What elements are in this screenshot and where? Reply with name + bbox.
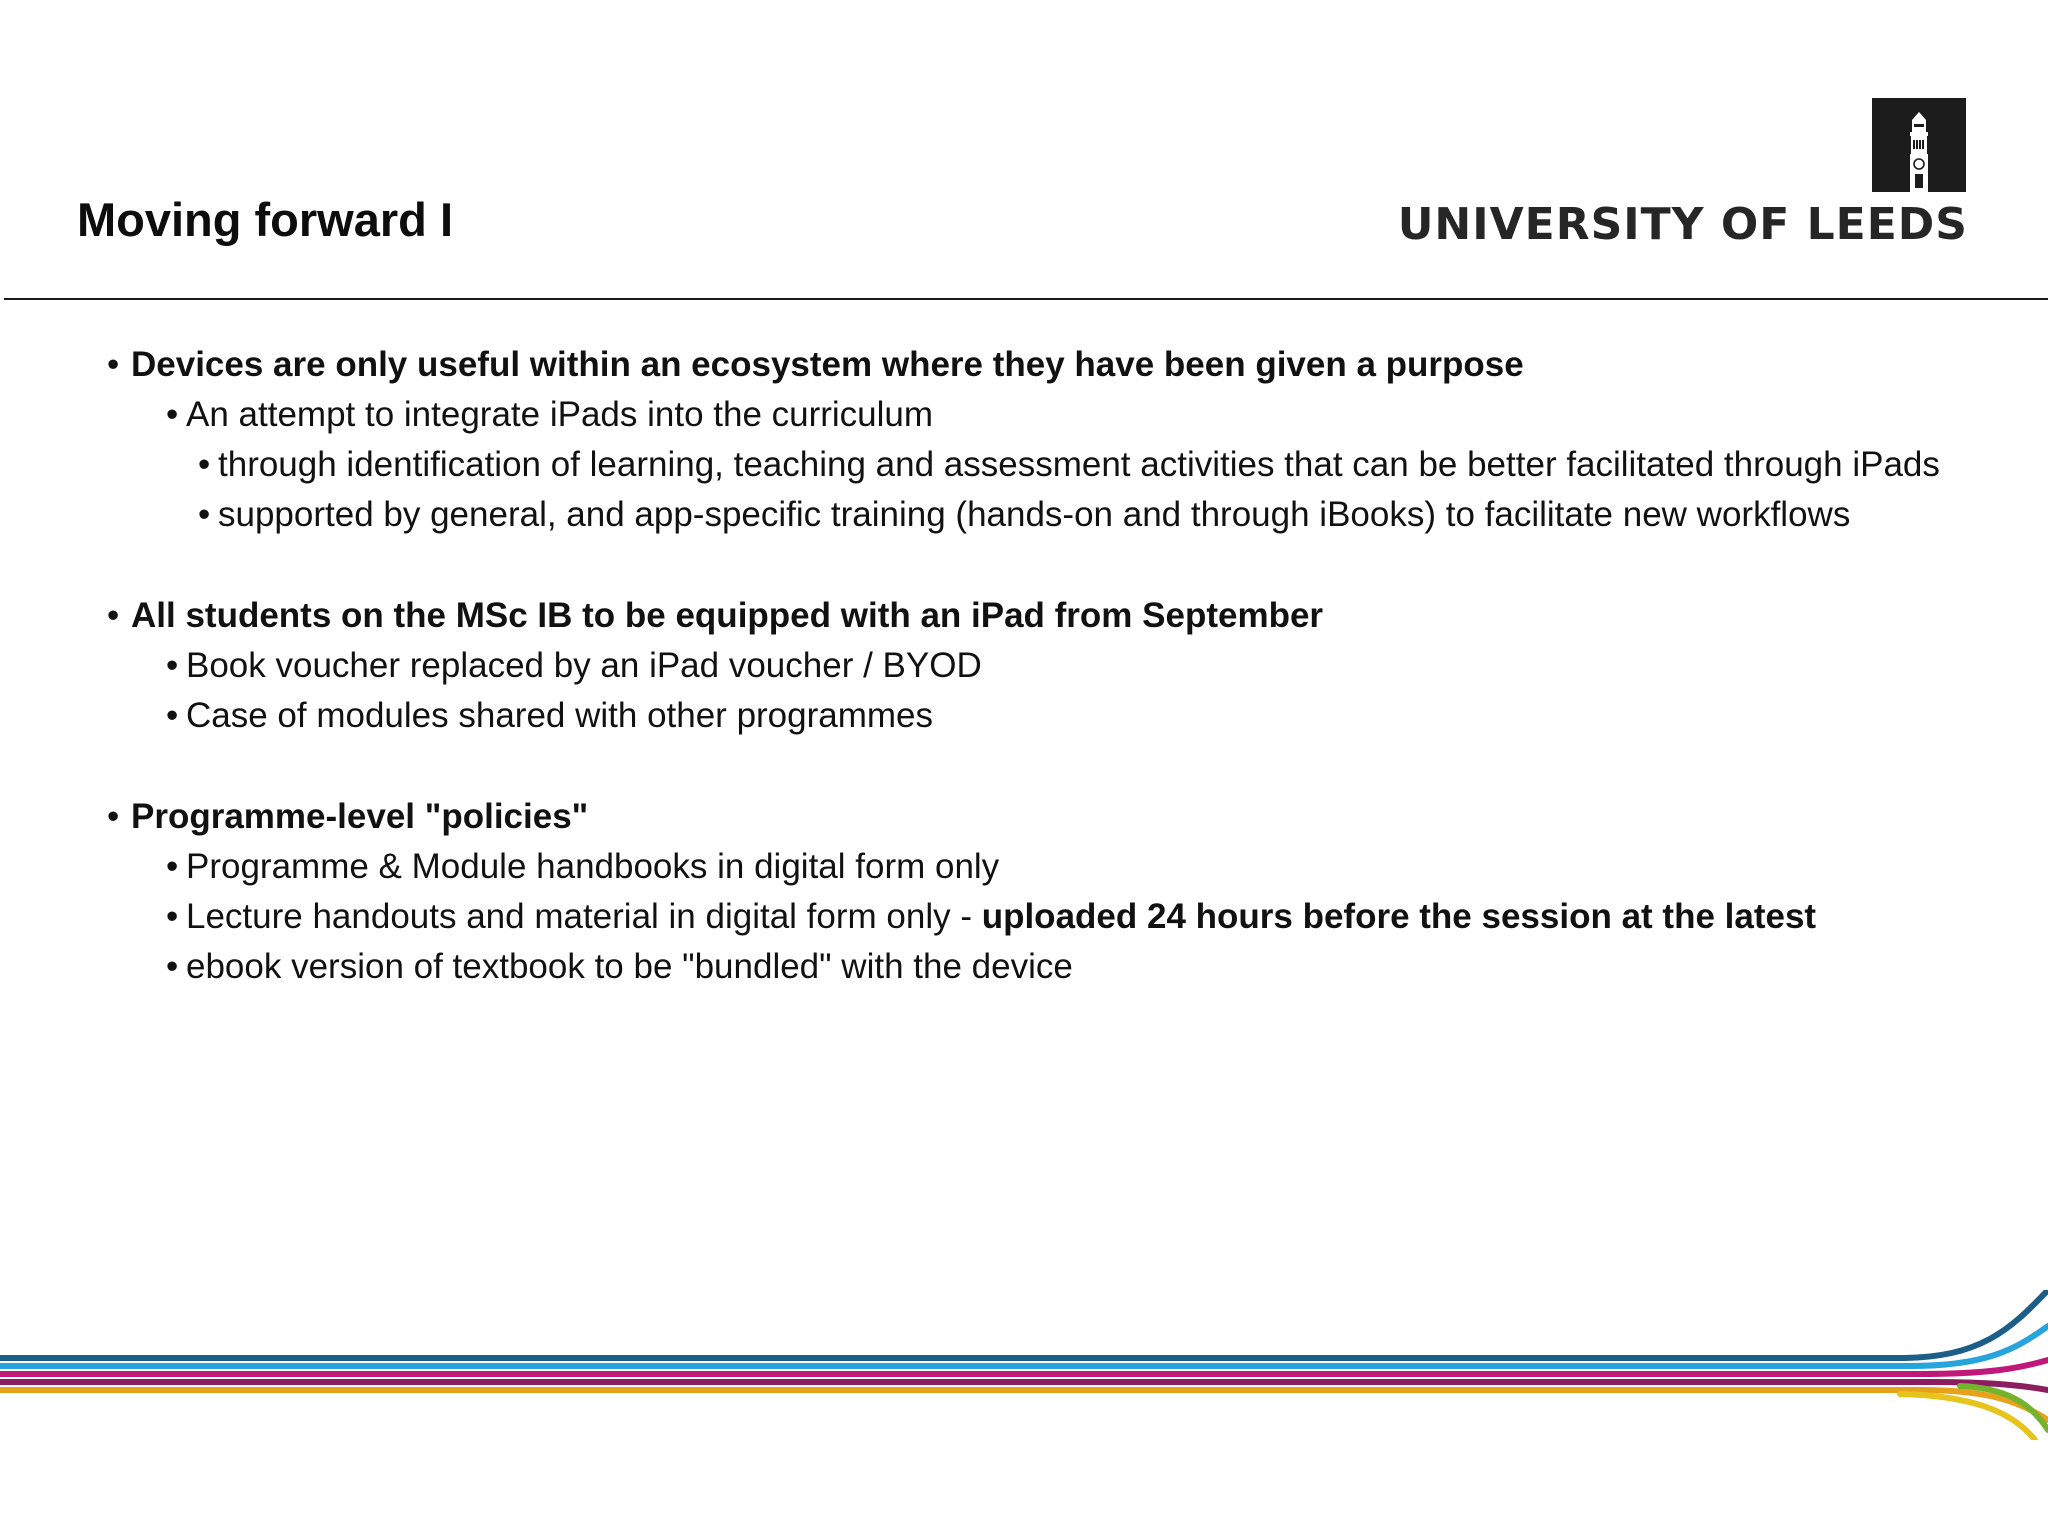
bullet-text: Programme & Module handbooks in digital form only	[186, 847, 1000, 886]
bullet-level1	[107, 792, 588, 842]
decorative-stripe-band	[0, 1290, 2048, 1440]
bullet-level2	[166, 892, 1816, 942]
bullet-icon: •	[166, 696, 179, 735]
bullet-icon: •	[166, 395, 179, 434]
bullet-text: An attempt to integrate iPads into the curriculum	[186, 395, 934, 434]
bullet-icon: •	[198, 495, 211, 534]
bullet-text: Lecture handouts and material in digital form only -	[186, 897, 982, 936]
slide-title: Moving forward I	[77, 193, 453, 246]
bullet-level2	[166, 390, 933, 440]
university-logo	[1397, 98, 1968, 253]
section-heading: All students on the MSc IB to be equipped with an iPad from September	[131, 596, 1324, 635]
bullet-icon: •	[198, 445, 211, 484]
bullet-level1	[107, 340, 1524, 390]
bullet-level3	[198, 440, 1940, 490]
bullet-text: ebook version of textbook to be "bundled" with the device	[186, 947, 1073, 986]
bullet-icon: •	[107, 345, 120, 384]
bullet-text: Case of modules shared with other programmes	[186, 696, 934, 735]
bullet-text: supported by general, and app-specific training (hands-on and through iBooks) to facilitate new workflows	[218, 495, 1851, 534]
bullet-level1	[107, 591, 1323, 641]
bullet-text: Book voucher replaced by an iPad voucher / BYOD	[186, 646, 982, 685]
clock-tower-crest-icon	[1872, 98, 1966, 192]
bullet-level2	[166, 942, 1073, 992]
bullet-icon: •	[166, 646, 179, 685]
bullet-icon: •	[166, 897, 179, 936]
bullet-level2	[166, 842, 999, 892]
section-heading: Devices are only useful within an ecosystem where they have been given a purpose	[131, 345, 1524, 384]
header-divider	[4, 298, 2048, 300]
bullet-icon: •	[107, 797, 120, 836]
stripe-orange	[0, 1390, 2048, 1420]
bullet-icon: •	[107, 596, 120, 635]
bullet-text-emphasis: uploaded 24 hours before the session at the latest	[981, 897, 1817, 936]
bullet-icon: •	[166, 847, 179, 886]
bullet-text: through identification of learning, teaching and assessment activities that can be better facilitated through iPads	[218, 445, 1940, 484]
bullet-level3	[198, 490, 1850, 540]
bullet-level2	[166, 691, 933, 741]
bullet-icon: •	[166, 947, 179, 986]
stripe-dark-blue	[0, 1290, 2048, 1358]
section-heading: Programme-level "policies"	[131, 797, 589, 836]
university-wordmark: UNIVERSITY OF LEEDS	[1397, 199, 1968, 250]
bullet-level2	[166, 641, 982, 691]
